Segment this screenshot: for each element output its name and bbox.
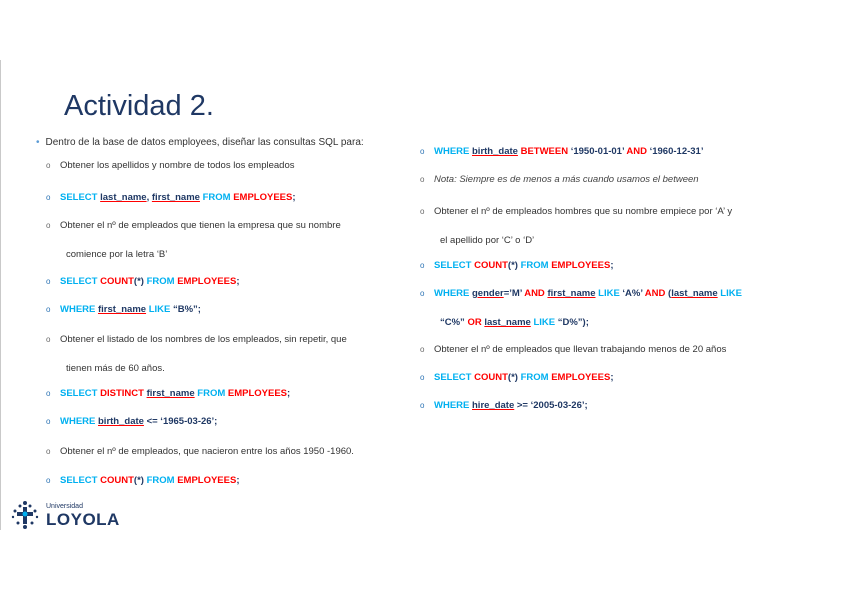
sql-token: AND [624, 146, 650, 157]
circle-bullet-icon: o [46, 161, 51, 170]
sql-token: COUNT [474, 372, 508, 383]
slide-title: Actividad 2. [64, 90, 214, 122]
sql-line [420, 146, 703, 157]
sql-token: ‘1960-12-31’ [649, 146, 704, 157]
sql-token: COUNT [100, 475, 134, 486]
university-logo [8, 498, 128, 532]
sql-token: SELECT [434, 260, 475, 271]
item-text: Obtener los apellidos y nombre de todos los empleados [60, 160, 295, 171]
sql-line [46, 304, 201, 315]
sql-token: ; [236, 475, 240, 486]
sql-token: WHERE [434, 146, 472, 157]
item-text: Obtener el nº de empleados que tienen la empresa que su nombre [60, 220, 341, 231]
circle-bullet-icon: o [46, 447, 51, 456]
sql-line [46, 475, 239, 486]
sql-token: ‘A%’ [622, 288, 645, 299]
sql-token: EMPLOYEES [177, 276, 237, 287]
sql-token: COUNT [100, 276, 134, 287]
circle-bullet-icon: o [420, 289, 425, 298]
list-item [46, 160, 294, 171]
sql-token: DISTINCT [100, 388, 147, 399]
circle-bullet-icon: o [420, 345, 425, 354]
sql-token: FROM [146, 475, 178, 486]
sql-token: (*) [133, 475, 147, 486]
list-item [420, 206, 732, 217]
sql-line [46, 276, 239, 287]
list-item [46, 446, 354, 457]
sql-token: LIKE [530, 317, 558, 328]
sql-token: WHERE [434, 288, 472, 299]
circle-bullet-icon: o [46, 193, 51, 202]
sql-token: “B%”; [172, 304, 201, 315]
sql-token: ; [610, 260, 614, 271]
circle-bullet-icon: o [46, 417, 51, 426]
logo-loyola-text: LOYOLA [46, 510, 120, 529]
list-item-continuation [46, 249, 167, 260]
item-text: el apellido por ‘C’ o ‘D’ [440, 235, 535, 246]
sql-token: ; [610, 372, 614, 383]
sql-token: birth_date [472, 146, 518, 157]
sql-token: EMPLOYEES [551, 260, 611, 271]
sql-token: LIKE [717, 288, 742, 299]
list-item [420, 344, 726, 355]
slide-edge-line [0, 60, 1, 530]
dot-bullet-icon: • [36, 137, 40, 148]
item-text: Obtener el nº de empleados hombres que su nombre empiece por ‘A’ y [434, 206, 733, 217]
sql-token: >= ‘2005-03-26’; [514, 400, 588, 411]
sql-token: WHERE [60, 304, 98, 315]
sql-token: WHERE [434, 400, 472, 411]
sql-token: FROM [199, 192, 234, 203]
circle-bullet-icon: o [420, 401, 425, 410]
sql-token: “C%” [440, 317, 468, 328]
sql-token: =’M’ [503, 288, 525, 299]
item-text: comience por la letra ‘B’ [66, 249, 168, 260]
sql-token: SELECT [60, 192, 101, 203]
sql-line [46, 388, 290, 399]
sql-token: first_name [98, 304, 147, 315]
sql-token: SELECT [434, 372, 475, 383]
sql-token: AND [524, 288, 548, 299]
sql-token: OR [467, 317, 485, 328]
circle-bullet-icon: o [420, 373, 425, 382]
circle-bullet-icon: o [46, 335, 51, 344]
sql-token: ; [292, 192, 296, 203]
sql-token: ; [236, 276, 240, 287]
circle-bullet-icon: o [46, 305, 51, 314]
sql-token: last_name [671, 288, 718, 299]
sql-token: EMPLOYEES [233, 192, 293, 203]
circle-bullet-icon: o [46, 389, 51, 398]
sql-token: COUNT [474, 260, 508, 271]
sql-token: hire_date [472, 400, 515, 411]
item-text: Obtener el listado de los nombres de los empleados, sin repetir, que [60, 334, 347, 345]
sql-token: EMPLOYEES [177, 475, 237, 486]
sql-token: LIKE [595, 288, 623, 299]
sql-line [420, 400, 588, 411]
sql-token: last_name [484, 317, 531, 328]
sql-token: SELECT [60, 276, 101, 287]
sql-token: , [146, 192, 152, 203]
sql-token: SELECT [60, 475, 101, 486]
list-item [46, 334, 347, 345]
sql-token: AND [644, 288, 669, 299]
logo-university-text: Universidad [46, 503, 83, 510]
sql-token: “D%”); [557, 317, 589, 328]
sql-token: first_name [151, 192, 200, 203]
item-text: Obtener el nº de empleados, que nacieron entre los años 1950 -1960. [60, 446, 354, 457]
circle-bullet-icon: o [420, 261, 425, 270]
list-item-continuation [46, 363, 165, 374]
sql-token: ‘1950-01-01’ [570, 146, 625, 157]
sql-token: (*) [507, 260, 521, 271]
circle-bullet-icon: o [46, 476, 51, 485]
sql-token: (*) [133, 276, 147, 287]
sql-token: FROM [194, 388, 228, 399]
sql-token: first_name [146, 388, 195, 399]
circle-bullet-icon: o [420, 147, 425, 156]
sql-line [420, 372, 613, 383]
circle-bullet-icon: o [420, 207, 425, 216]
sql-token: WHERE [60, 416, 98, 427]
sql-token: BETWEEN [517, 146, 571, 157]
sql-token: FROM [146, 276, 178, 287]
item-text: Obtener el nº de empleados que llevan trabajando menos de 20 años [434, 344, 727, 355]
sql-token: EMPLOYEES [551, 372, 611, 383]
loyola-mark-icon [8, 498, 42, 532]
sql-token: gender [472, 288, 504, 299]
circle-bullet-icon: o [420, 175, 425, 184]
sql-token: EMPLOYEES [227, 388, 288, 399]
circle-bullet-icon: o [46, 221, 51, 230]
sql-token: ; [287, 388, 291, 399]
intro-text: Dentro de la base de datos employees, diseñar las consultas SQL para: [45, 137, 364, 148]
sql-line [46, 416, 217, 427]
sql-line [420, 288, 742, 299]
sql-token: last_name [100, 192, 147, 203]
list-item [420, 174, 699, 185]
item-text: Nota: Siempre es de menos a más cuando usamos el between [434, 174, 699, 185]
circle-bullet-icon: o [46, 277, 51, 286]
list-item [46, 220, 341, 231]
sql-token: first_name [547, 288, 596, 299]
sql-token: FROM [520, 372, 552, 383]
list-item-continuation [420, 317, 589, 328]
item-text: tienen más de 60 años. [66, 363, 165, 374]
sql-token: <= ‘1965-03-26’; [143, 416, 218, 427]
intro-line [36, 137, 364, 148]
sql-token: FROM [520, 260, 552, 271]
sql-line [46, 192, 296, 203]
sql-token: (*) [507, 372, 521, 383]
sql-line [420, 260, 613, 271]
sql-token: LIKE [146, 304, 173, 315]
sql-token: birth_date [98, 416, 144, 427]
sql-token: SELECT [60, 388, 101, 399]
list-item-continuation [420, 235, 534, 246]
sql-token: ( [668, 288, 672, 299]
